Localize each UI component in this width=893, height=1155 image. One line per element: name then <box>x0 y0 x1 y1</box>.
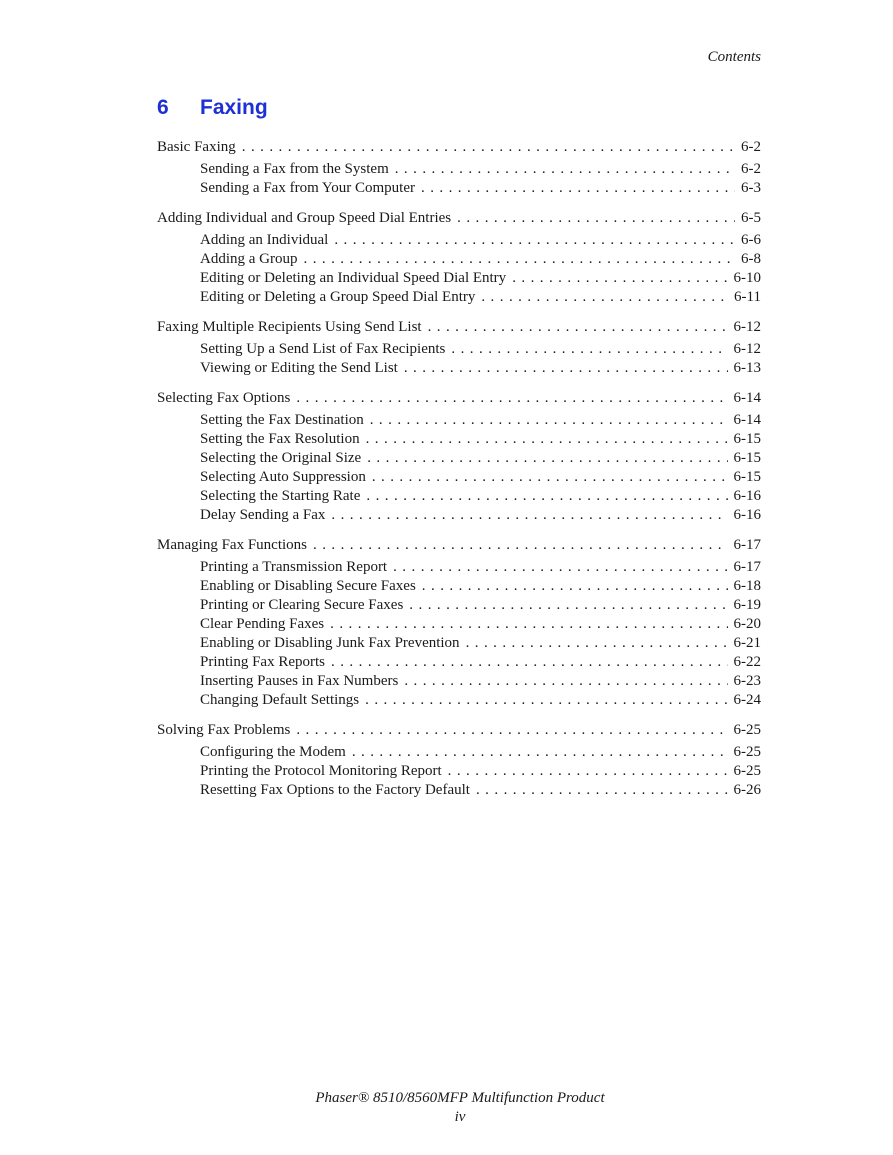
dot-leader <box>367 449 727 468</box>
dot-leader <box>334 231 735 250</box>
toc-entry-title: Enabling or Disabling Secure Faxes <box>200 578 416 594</box>
dot-leader <box>404 672 727 691</box>
toc-entry-page: 6-15 <box>733 431 761 447</box>
dot-leader <box>330 615 727 634</box>
toc-subsection-entry[interactable] <box>157 288 761 307</box>
toc-entry-title: Delay Sending a Fax <box>200 507 326 523</box>
toc-subsection-entry[interactable] <box>157 762 761 781</box>
dot-leader <box>365 691 727 710</box>
toc-entry-page: 6-16 <box>733 488 761 504</box>
toc-entry-page: 6-16 <box>733 507 761 523</box>
toc-section <box>157 721 761 800</box>
dot-leader <box>370 411 728 430</box>
toc-entry-title: Changing Default Settings <box>200 692 360 708</box>
toc-entry-title: Viewing or Editing the Send List <box>200 360 398 376</box>
toc-section-entry[interactable] <box>157 389 761 408</box>
toc-subsection-entry[interactable] <box>157 558 761 577</box>
toc-subsection-entry[interactable] <box>157 487 761 506</box>
toc-subsection-entry[interactable] <box>157 250 761 269</box>
toc-entry-title: Clear Pending Faxes <box>200 616 325 632</box>
dot-leader <box>296 721 727 740</box>
toc-entry-title: Adding a Group <box>200 251 298 267</box>
dot-leader <box>296 389 727 408</box>
toc-entry-page: 6-12 <box>733 341 761 357</box>
toc-entry-title: Setting the Fax Destination <box>200 412 364 428</box>
toc-entry-title: Configuring the Modem <box>200 744 346 760</box>
toc-entry-page: 6-3 <box>741 180 761 196</box>
toc-section <box>157 389 761 525</box>
dot-leader <box>393 558 727 577</box>
running-header: Contents <box>707 49 761 65</box>
toc-entry-page: 6-17 <box>733 559 761 575</box>
toc-entry-title: Sending a Fax from the System <box>200 161 389 177</box>
toc-subsection-entry[interactable] <box>157 179 761 198</box>
toc-entry-page: 6-24 <box>733 692 761 708</box>
toc-entry-page: 6-11 <box>734 289 761 305</box>
toc-section-entry[interactable] <box>157 536 761 555</box>
toc-subsection-entry[interactable] <box>157 506 761 525</box>
toc-entry-page: 6-15 <box>733 450 761 466</box>
toc-subsection-entry[interactable] <box>157 269 761 288</box>
dot-leader <box>242 138 735 157</box>
toc-entry-title: Printing a Transmission Report <box>200 559 388 575</box>
toc-entry-page: 6-2 <box>741 139 761 155</box>
dot-leader <box>457 209 735 228</box>
dot-leader <box>395 160 735 179</box>
toc-entry-title: Printing Fax Reports <box>200 654 326 670</box>
toc-section <box>157 318 761 378</box>
toc-entry-page: 6-13 <box>733 360 761 376</box>
toc-entry-page: 6-15 <box>733 469 761 485</box>
chapter-heading <box>157 96 761 120</box>
dot-leader <box>448 762 728 781</box>
toc-entry-page: 6-23 <box>733 673 761 689</box>
toc-entry-page: 6-18 <box>733 578 761 594</box>
dot-leader <box>372 468 728 487</box>
toc-entry-title: Faxing Multiple Recipients Using Send List <box>157 319 422 335</box>
toc-entry-page: 6-8 <box>741 251 761 267</box>
dot-leader <box>366 487 727 506</box>
dot-leader <box>404 359 728 378</box>
toc-section-entry[interactable] <box>157 721 761 740</box>
toc-entry-title: Managing Fax Functions <box>157 537 307 553</box>
toc-entry-title: Basic Faxing <box>157 139 236 155</box>
table-of-contents <box>157 138 761 811</box>
toc-entry-title: Adding an Individual <box>200 232 329 248</box>
toc-subsection-entry[interactable] <box>157 340 761 359</box>
toc-entry-title: Inserting Pauses in Fax Numbers <box>200 673 399 689</box>
toc-subsection-entry[interactable] <box>157 359 761 378</box>
toc-entry-title: Selecting Fax Options <box>157 390 291 406</box>
toc-subsection-entry[interactable] <box>157 653 761 672</box>
toc-entry-title: Selecting the Original Size <box>200 450 362 466</box>
toc-entry-title: Editing or Deleting a Group Speed Dial Entry <box>200 289 476 305</box>
toc-entry-title: Solving Fax Problems <box>157 722 291 738</box>
footer-product-name: Phaser® 8510/8560MFP Multifunction Product <box>315 1090 605 1106</box>
toc-subsection-entry[interactable] <box>157 468 761 487</box>
dot-leader <box>481 288 728 307</box>
toc-entry-page: 6-12 <box>733 319 761 335</box>
toc-entry-title: Resetting Fax Options to the Factory Default <box>200 782 470 798</box>
dot-leader <box>428 318 728 337</box>
toc-subsection-entry[interactable] <box>157 743 761 762</box>
toc-section-entry[interactable] <box>157 138 761 157</box>
toc-subsection-entry[interactable] <box>157 411 761 430</box>
toc-entry-page: 6-22 <box>733 654 761 670</box>
toc-subsection-entry[interactable] <box>157 691 761 710</box>
toc-section <box>157 138 761 198</box>
toc-entry-title: Enabling or Disabling Junk Fax Prevention <box>200 635 460 651</box>
toc-section <box>157 536 761 710</box>
toc-subsection-entry[interactable] <box>157 596 761 615</box>
toc-entry-page: 6-19 <box>733 597 761 613</box>
toc-entry-title: Setting the Fax Resolution <box>200 431 360 447</box>
toc-entry-title: Printing the Protocol Monitoring Report <box>200 763 442 779</box>
toc-entry-title: Editing or Deleting an Individual Speed Dial Entry <box>200 270 507 286</box>
toc-entry-title: Adding Individual and Group Speed Dial Entries <box>157 210 452 226</box>
chapter-number: 6 <box>157 96 169 119</box>
toc-section-entry[interactable] <box>157 318 761 337</box>
toc-entry-title: Setting Up a Send List of Fax Recipients <box>200 341 446 357</box>
toc-entry-title: Printing or Clearing Secure Faxes <box>200 597 404 613</box>
toc-subsection-entry[interactable] <box>157 449 761 468</box>
toc-entry-page: 6-5 <box>741 210 761 226</box>
toc-entry-title: Selecting the Starting Rate <box>200 488 361 504</box>
toc-subsection-entry[interactable] <box>157 160 761 179</box>
toc-entry-page: 6-25 <box>733 744 761 760</box>
dot-leader <box>421 179 735 198</box>
toc-subsection-entry[interactable] <box>157 672 761 691</box>
toc-subsection-entry[interactable] <box>157 781 761 800</box>
toc-section <box>157 209 761 307</box>
toc-entry-page: 6-25 <box>733 763 761 779</box>
toc-entry-page: 6-26 <box>733 782 761 798</box>
dot-leader <box>422 577 728 596</box>
dot-leader <box>512 269 727 288</box>
toc-entry-page: 6-17 <box>733 537 761 553</box>
toc-subsection-entry[interactable] <box>157 430 761 449</box>
dot-leader <box>366 430 728 449</box>
toc-entry-page: 6-20 <box>733 616 761 632</box>
toc-entry-page: 6-10 <box>733 270 761 286</box>
toc-entry-page: 6-6 <box>741 232 761 248</box>
toc-entry-page: 6-2 <box>741 161 761 177</box>
dot-leader <box>331 506 727 525</box>
toc-entry-page: 6-14 <box>733 390 761 406</box>
dot-leader <box>352 743 728 762</box>
dot-leader <box>304 250 736 269</box>
footer-page-number: iv <box>454 1109 466 1125</box>
dot-leader <box>331 653 727 672</box>
page-footer <box>0 1089 893 1127</box>
chapter-title: Faxing <box>200 96 268 119</box>
toc-entry-page: 6-25 <box>733 722 761 738</box>
toc-entry-page: 6-14 <box>733 412 761 428</box>
toc-subsection-entry[interactable] <box>157 577 761 596</box>
toc-subsection-entry[interactable] <box>157 231 761 250</box>
toc-subsection-entry[interactable] <box>157 634 761 653</box>
toc-entry-title: Selecting Auto Suppression <box>200 469 366 485</box>
dot-leader <box>476 781 728 800</box>
dot-leader <box>451 340 727 359</box>
toc-subsection-entry[interactable] <box>157 615 761 634</box>
dot-leader <box>466 634 728 653</box>
dot-leader <box>313 536 728 555</box>
toc-section-entry[interactable] <box>157 209 761 228</box>
dot-leader <box>409 596 727 615</box>
toc-entry-page: 6-21 <box>733 635 761 651</box>
toc-entry-title: Sending a Fax from Your Computer <box>200 180 415 196</box>
